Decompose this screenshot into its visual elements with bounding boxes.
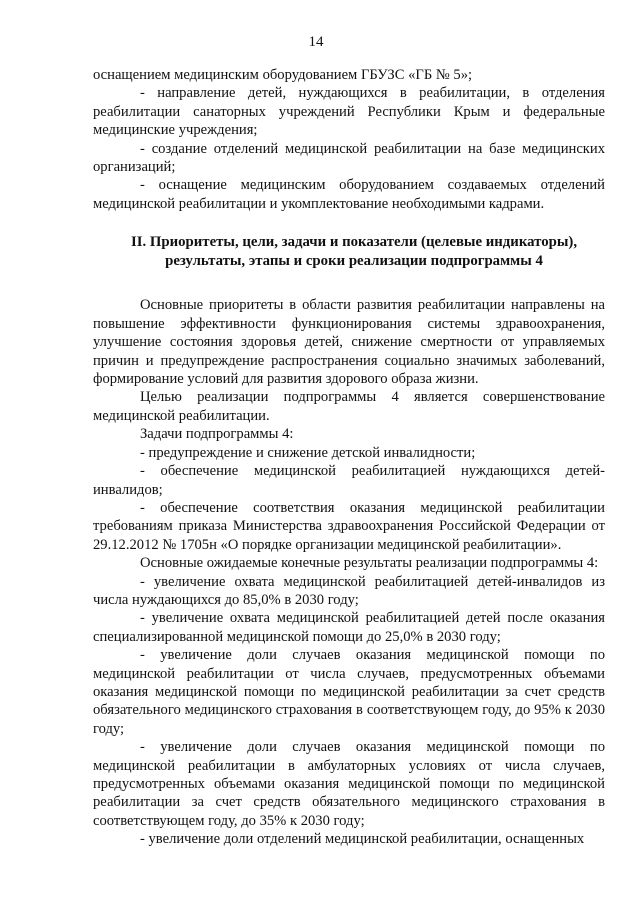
document-body: [93, 66, 605, 849]
list-item: - направление детей, нуждающихся в реабилитации, в отделения реабилитации санаторных учреждений Республики Крым и федеральные медицинские учреждения;: [93, 85, 605, 139]
list-item: - обеспечение соответствия оказания медицинской реабилитации требованиям приказа Министерства здравоохранения Российской Федерации от 29.12.2012 № 1705н «О порядке организации медицинской реабилитации».: [93, 499, 605, 553]
paragraph: Основные приоритеты в области развития реабилитации направлены на повышение эффективности функционирования системы здравоохранения, улучшение состояния здоровья детей, снижение смертности от управляемых причин и предупреждение распространения социально значимых заболеваний, формирование условий для развития здорового образа жизни.: [93, 297, 605, 388]
paragraph: Основные ожидаемые конечные результаты реализации подпрограммы 4:: [140, 555, 599, 572]
list-item: - увеличение доли случаев оказания медицинской помощи по медицинской реабилитации от числа случаев, предусмотренных объемами оказания медицинской помощи по медицинской реабилитации за счет средств обязательного медицинского страхования в соответствующем году, до 95% к 2030 году;: [93, 647, 605, 737]
paragraph: Целью реализации подпрограммы 4 является совершенствование медицинской реабилитации.: [93, 389, 605, 424]
list-item: - обеспечение медицинской реабилитацией нуждающихся детей-инвалидов;: [93, 463, 605, 498]
list-item: - увеличение доли отделений медицинской реабилитации, оснащенных: [140, 831, 585, 848]
list-item: - увеличение охвата медицинской реабилитацией детей после оказания специализированной медицинской помощи до 25,0% в 2030 году;: [93, 610, 605, 645]
paragraph: Задачи подпрограммы 4:: [140, 426, 294, 443]
paragraph-continuation: оснащением медицинским оборудованием ГБУЗС «ГБ № 5»;: [93, 67, 473, 83]
list-item: - оснащение медицинским оборудованием создаваемых отделений медицинской реабилитации и укомплектование необходимыми кадрами.: [93, 177, 605, 212]
page-number: 14: [308, 34, 324, 50]
list-item: - увеличение доли случаев оказания медицинской помощи по медицинской реабилитации в амбулаторных условиях от числа случаев, предусмотренных объемами оказания медицинской помощи по медицинской реабилитации за счет средств обязательного медицинского страхования в соответствующем году, до 35% к 2030 году;: [93, 739, 605, 829]
section-heading: II. Приоритеты, цели, задачи и показатели (целевые индикаторы), результаты, этапы и сроки реализации подпрограммы 4: [130, 234, 578, 269]
list-item: - предупреждение и снижение детской инвалидности;: [140, 444, 476, 461]
list-item: - увеличение охвата медицинской реабилитацией детей-инвалидов из числа нуждающихся до 85,0% в 2030 году;: [93, 573, 605, 608]
list-item: - создание отделений медицинской реабилитации на базе медицинских организаций;: [93, 140, 605, 176]
